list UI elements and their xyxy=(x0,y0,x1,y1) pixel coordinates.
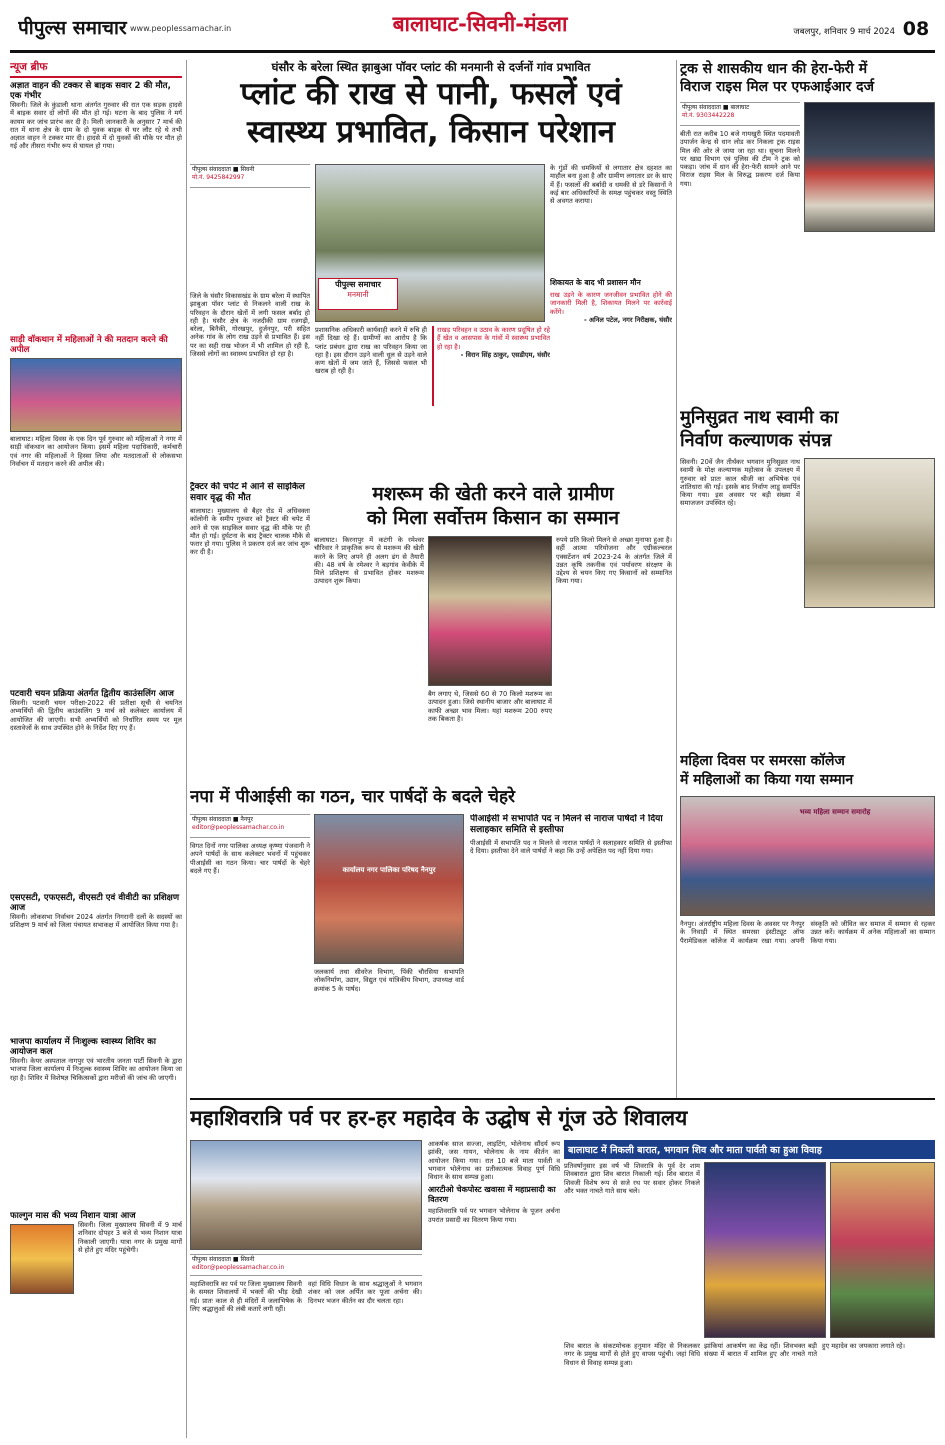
napa-story xyxy=(190,786,672,1054)
mahila-story xyxy=(680,752,935,1092)
brief-item[interactable] xyxy=(10,689,182,889)
mahila-headline-2[interactable]: में महिलाओं का किया गया सम्मान xyxy=(680,772,854,788)
news-brief-label: न्यूज ब्रीफ xyxy=(10,60,182,78)
nishan-yatra-photo xyxy=(10,1224,74,1294)
tractor-body: बालाघाट। मुख्यालय से बैहर रोड में अधिवक्ता कॉलोनी के समीप गुरुवार को ट्रैक्टर की चपेट में आने से एक साइकिल सवार वृद्ध की मौके पर ही मौत हो गई। दुर्घटना के बाद ट्रैक्टर चालक मौके से फरार हो गया। पुलिस ने प्रकरण दर्ज कर जांच शुरू कर दी है। xyxy=(190,507,310,557)
baraat-photo-2 xyxy=(830,1162,935,1338)
tractor-story xyxy=(190,482,310,782)
brief-headline[interactable]: पटवारी चयन प्रक्रिया अंतर्गत द्वितीय काउंसलिंग आज xyxy=(10,689,174,699)
brief-body: बालाघाट। महिला दिवस के एक दिन पूर्व गुरुवार को महिलाओं ने नगर में साड़ी वॉकथान का आयोजन किया। इसमें महिला पदाधिकारी, कर्मचारी एवं नगर की महिलाओं ने हिस्सा लिया और मतदाताओं से लोकसभा निर्वाचन में मतदान करने की अपील की। xyxy=(10,435,182,468)
muni-story xyxy=(680,406,935,746)
byline-phone: मो.नं. 9303442228 xyxy=(682,112,735,119)
brief-item[interactable] xyxy=(10,335,182,685)
walkathon-photo xyxy=(10,358,182,432)
byline-text: पीपुल्स संवाददाता ■ सिवनी xyxy=(192,166,255,173)
mushroom-story xyxy=(314,482,672,782)
photo-badge xyxy=(318,278,398,310)
truck-photo xyxy=(804,102,935,232)
brief-body: सिवनी। जिला मुख्यालय सिवनी में 9 मार्च शनिवार दोपहर 3 बजे से भव्य निशान यात्रा निकाली जाएगी। यात्रा नगर के प्रमुख मार्गों से होते हुए मंदिर पहुंचेगी। xyxy=(78,1221,182,1254)
truck-story xyxy=(680,60,935,400)
napa-byline xyxy=(190,814,310,838)
truck-byline xyxy=(680,102,800,126)
brief-headline[interactable]: फाल्गुन मास की भव्य निशान यात्रा आज xyxy=(10,1211,136,1221)
brief-body: सिवनी। पटवारी चयन परीक्षा-2022 की प्रतीक्षा सूची से चयनित अभ्यर्थियों की द्वितीय काउंसलिंग 9 मार्च को कलेक्टर कार्यालय में आयोजित की जाएगी। सभी अभ्यर्थियों को निर्धारित समय पर मूल दस्तावेजों के साथ उपस्थित होने के निर्देश दिए गए हैं। xyxy=(10,699,182,732)
temple-photo xyxy=(190,1140,422,1250)
municipal-office-photo xyxy=(314,814,464,964)
mushroom-body-2: बैग लगाए थे, जिससे 60 से 70 किलो मशरूम का उत्पादन हुआ। जिसे स्थानीय बाजार और बालाघाट में काफी अच्छा भाव मिला। यहां मशरूम 200 रुपए तक बिकता है। xyxy=(428,690,552,723)
lead-byline xyxy=(190,164,310,188)
truck-headline-1[interactable]: ट्रक से शासकीय धान की हेरा-फेरी में xyxy=(680,61,868,77)
photo-badge-title: पीपुल्स समाचार xyxy=(335,280,381,289)
mahila-headline-1[interactable]: महिला दिवस पर समरसा कॉलेज xyxy=(680,753,845,769)
baraat-body-3: झांकियां आकर्षण का केंद्र रहीं। शिवभक्त बड़ी संख्या में बारात में शामिल हुए और नाचते गाते हुए महादेव का जयकारा लगाते रहे। xyxy=(704,1342,905,1359)
muni-body: सिवनी। 20वें जैन तीर्थंकर भगवान मुनिसुव्रत नाथ स्वामी के मोक्ष कल्याणक महोत्सव के उपलक्ष्य में गुरुवार को प्रातः काल श्रीजी का अभिषेक एवं शांतिधारा की गई। इसके बाद निर्वाण लाडू समर्पित किया गया। इस अवसर पर बड़ी संख्या में समाजजन उपस्थित रहे। xyxy=(680,458,800,508)
lead-quote-2-author: - अनिल पटेल, नगर निरीक्षक, घंसौर xyxy=(583,315,672,324)
shivratri-subhead[interactable]: आरटीओ चेकपोस्ट खवासा में महाप्रसादी का वितरण xyxy=(428,1185,556,1205)
byline-phone: मो.नं. 9425842997 xyxy=(192,174,245,181)
mushroom-body-1: बालाघाट। किरनापुर में कटंगी के रमेश्वर चौरिवार ने प्राकृतिक रूप से मशरूम की खेती करने के लिए अपने ही अलग ढंग से तैयारी की। 48 वर्ष के रमेश्वर ने बड़गांव केवीके में मिले प्रशिक्षण से प्रभावित होकर मशरूम उत्पादन शुरू किया। xyxy=(314,536,424,586)
napa-body-2: जलकार्य तथा सीवरेज विभाग, पिंकी चौरसिया सभापति लोकनिर्माण, उद्यान, विद्युत एवं यांत्रिकीय विभाग, उपाध्यक्ष वार्ड क्रमांक 5 के पार्षद। xyxy=(314,968,464,993)
brief-item[interactable] xyxy=(10,81,182,331)
shivratri-body-3: आकर्षक साज सज्जा, लाइटिंग, भोलेनाथ सौंदर्य रूप झांकी, जस गायन, भोलेनाथ के नाम कीर्तन का आयोजन किया गया। रात 10 बजे माता पार्वती व भगवान भोलेनाथ का प्रतीकात्मक विवाह पूर्ण विधि विधान के साथ सम्पन्न हुआ। xyxy=(428,1140,560,1182)
lead-headline-2[interactable]: स्वास्थ्य प्रभावित, किसान परेशान xyxy=(247,114,615,150)
muni-headline-1[interactable]: मुनिसुव्रत नाथ स्वामी का xyxy=(680,407,839,428)
napa-sidebar-headline[interactable]: पीआईसी में सभापति पद न मिलने से नाराज पार्षदों ने दिया सलाहकार समिति से इस्तीफा xyxy=(470,814,663,835)
shivratri-byline xyxy=(190,1254,422,1276)
quote-author: - विरान सिंह ठाकुर, एसडीएम, घंसौर xyxy=(460,350,550,359)
jain-idol-photo xyxy=(804,458,935,608)
masthead-url[interactable]: www.peoplessamachar.in xyxy=(130,24,232,33)
brief-headline[interactable]: साड़ी वॉकथान में महिलाओं ने की मतदान करने की अपील xyxy=(10,335,168,355)
lead-headline-1[interactable]: प्लांट की राख से पानी, फसलें एवं xyxy=(240,76,622,112)
shivratri-body-4: महाशिवरात्रि पर्व पर भगवान भोलेनाथ के पूजन अर्चना उपरांत प्रसादी का वितरण किया गया। xyxy=(428,1207,560,1224)
lead-body-col1: जिले के घंसौर विकासखंड के ग्राम बरेला में स्थापित झाबुआ पॉवर प्लांट से निकलने वाली राख के परिवहन के दौरान खेतों में लगी फसल बर्बाद हो रही है। घंसौर क्षेत्र के नजदीकी ग्राम रजगढ़ी, बरेला, बिनैकी, गोरखपुर, दुर्जनपुर, परी सहित अनेक गांव के लोग राख उड़ने से प्रभावित हैं। इस पर का सही राख भोजन में भी शामिल हो रही है, जिससे लोगों का स्वास्थ्य प्रभावित हो रहा है। xyxy=(190,292,310,359)
brief-body: सिवनी। केयर अस्पताल नागपुर एवं भारतीय जनता पार्टी सिवनी के द्वारा भाजपा जिला कार्यालय में निःशुल्क स्वास्थ्य शिविर का आयोजन किया जा रहा है। शिविर में विशेषज्ञ चिकित्सकों द्वारा मरीजों की जांच की जाएगी। xyxy=(10,1057,182,1082)
lead-kicker: घंसौर के बरेला स्थित झाबुआ पॉवर प्लांट की मनमानी से दर्जनों गांव प्रभावित xyxy=(271,60,591,74)
brief-item[interactable] xyxy=(10,893,182,1033)
shivratri-story xyxy=(190,1140,560,1438)
napa-sidebar-body: पीआईसी में सभापति पद न मिलने से नाराज पार्षदों ने सलाहकार समिति से इस्तीफा दे दिया। इस्तीफा देने वाले पार्षदों ने कहा कि उन्हें अपेक्षित पद नहीं दिया गया। xyxy=(470,839,672,856)
brief-item[interactable] xyxy=(10,1211,182,1254)
shivratri-body-1: महाशिवरात्रि का पर्व पर जिला मुख्यालय सिवनी के समस्त शिवालयों में भक्तों की भीड़ देखी गई। प्रातः काल से ही मंदिरों में जलाभिषेक के लिए श्रद्धालुओं की लंबी कतारें लगी रहीं। xyxy=(190,1280,302,1313)
byline-email: editor@peoplessamachar.co.in xyxy=(192,1264,285,1271)
brief-headline[interactable]: भाजपा कार्यालय में निःशुल्क स्वास्थ्य शिविर का आयोजन कल xyxy=(10,1037,156,1057)
muni-headline-2[interactable]: निर्वाण कल्याणक संपन्न xyxy=(680,430,832,451)
shivratri-body-2: वहां विधि विधान के साथ श्रद्धालुओं ने भगवान शंकर को जल अर्पित कर पूजा अर्चना की। दिनभर भजन कीर्तन का दौर चलता रहा। xyxy=(308,1280,422,1305)
masthead xyxy=(0,0,945,58)
mushroom-body-3: रुपये प्रति किलो मिलने से अच्छा मुनाफा हुआ है। वहीं आत्मा परियोजना और एग्रीकल्चरल एक्सटेंशन वर्ष 2023-24 के अंतर्गत जिले में उन्नत कृषि तकनीक एवं पर्यावरण संरक्षण के उद्देश्य से चयन किए गए किसानों को सम्मानित किया गया। xyxy=(556,536,672,586)
tractor-headline[interactable]: ट्रैक्टर की चपेट में आने से साइकिल सवार वृद्ध की मौत xyxy=(190,482,305,503)
napa-headline[interactable]: नपा में पीआईसी का गठन, चार पार्षदों के बदले चेहरे xyxy=(190,787,515,807)
byline-text: पीपुल्स संवाददाता ■ बालाघाट xyxy=(682,104,750,111)
truck-headline-2[interactable]: विराज राइस मिल पर एफआईआर दर्ज xyxy=(680,79,874,95)
baraat-body-2: शिव बारात के संकटमोचक हनुमान मंदिर से निकलकर नगर के प्रमुख मार्गों से होते हुए वापस पहुंची। जहां विधि विधान से विवाह सम्पन्न हुआ। xyxy=(564,1342,700,1367)
lead-col3-lower xyxy=(550,278,672,480)
shivratri-headline[interactable]: महाशिवरात्रि पर्व पर हर-हर महादेव के उद्घोष से गूंज उठे शिवालय xyxy=(190,1106,688,1130)
brief-item[interactable] xyxy=(10,1037,182,1207)
lead-subhead: शिकायत के बाद भी प्रशासन मौन xyxy=(550,278,641,287)
dateline: जबलपुर, शनिवार 9 मार्च 2024 xyxy=(793,27,895,37)
brief-body: सिवनी। लोकसभा निर्वाचन 2024 अंतर्गत निगरानी दलों के सदस्यों का प्रशिक्षण 9 मार्च को जिला पंचायत सभाकक्ष में आयोजित किया गया है। xyxy=(10,913,182,930)
event-banner-text: भव्य महिला सम्मान समारोह xyxy=(799,808,871,816)
news-brief-column xyxy=(10,60,182,1438)
lead-body-col2: प्रशासनिक अधिकारी कार्यवाही करने में रुचि ही नहीं दिखा रहे हैं। ग्रामीणों का आरोप है कि प्लांट प्रबंधन द्वारा राख का परिवहन किया जा रहा है। इस दौरान उड़ने वाली धूल से उड़ने वाले कण खेतों में जम जाते हैं, जिससे फसल भी खराब हो रही है। xyxy=(315,326,427,376)
truck-body: बीती रात करीब 10 बजे गायखुरी स्थित पदमावती उपार्जन केन्द्र से धान लोड कर निकला ट्रक राइस मिल की ओर ले जाया जा रहा था। सूचना मिलने पर खाद्य विभाग एवं पुलिस की टीम ने ट्रक को पकड़ा। जांच में धान की हेरा-फेरी सामने आने पर विराज राइस मिल के विरुद्ध प्रकरण दर्ज किया गया। xyxy=(680,130,800,188)
office-sign-text: कार्यालय नगर पालिका परिषद नैनपुर xyxy=(342,866,436,874)
photo-badge-sub: मनमानी xyxy=(347,290,369,299)
byline-text: पीपुल्स संवाददाता ■ नैनपुर xyxy=(192,816,253,823)
brief-headline[interactable]: अज्ञात वाहन की टक्कर से बाइक सवार 2 की मौत, एक गंभीर xyxy=(10,81,171,101)
baraat-headline[interactable]: बालाघाट में निकली बारात, भगवान शिव और माता पार्वती का हुआ विवाह xyxy=(564,1140,935,1159)
baraat-photo-1 xyxy=(704,1162,826,1338)
lead-body-col3: के गुंडों की धमकियों से लगातार क्षेत्र दहशत का माहौल बना हुआ है और ग्रामीण लगातार डर के साए में हैं। फसलों की बर्बादी व धमकी से डरे किसानों ने कई बार अधिकारियों के समक्ष पहुंचकर वस्तु स्थिति से अवगत कराया। xyxy=(550,164,672,206)
mushroom-headline-2[interactable]: को मिला सर्वोत्तम किसान का सम्मान xyxy=(366,507,620,529)
napa-body-1: विगत दिनों नगर पालिका अध्यक्ष कृष्णा पंजवानी ने अपने पार्षदों के साथ कलेक्टर भवनों में पहुंचकर पीआईसी का गठन किया। चार पार्षदों के चेहरे बदले गए हैं। xyxy=(190,842,310,875)
page-number: 08 xyxy=(902,18,930,40)
baraat-body-1: प्रतिवर्षानुसार इस वर्ष भी शिवरात्रि के पूर्व देर शाम शिवबारात द्वारा शिव बारात निकाली गई। शिव बारात में शिवजी विशेष रूप से सजे रथ पर सवार होकर निकले और भक्त नाचते गाते साथ चले। xyxy=(564,1162,700,1195)
mahila-body: नैनपुर। अंतर्राष्ट्रीय महिला दिवस के अवसर पर नैनपुर के निवाड़ी में स्थित समरसा इंस्टीट्यूट ऑफ पैरामेडिकल कॉलेज में कार्यक्रम रखा गया। अपनी संस्कृति को जीवित कर समाज में सम्मान से रहकर उन्नत करें। कार्यक्रम में अनेक महिलाओं का सम्मान किया गया। xyxy=(680,920,935,945)
baraat-story xyxy=(564,1140,935,1438)
region-title: बालाघाट-सिवनी-मंडला xyxy=(392,12,568,36)
lead-quote-1 xyxy=(432,326,550,406)
lead-quote-2: राख उड़ने के कारण जनजीवन प्रभावित होने की जानकारी मिली है, शिकायत मिलने पर कार्रवाई करेंगे। xyxy=(550,291,672,316)
byline-email: editor@peoplessamachar.co.in xyxy=(192,824,285,831)
quote-text: राखड़ परिवहन व उठाव के कारण प्रदूषित हो रहे हैं खेत व आसपास के गांवों में स्वास्थ्य प्रभावित हो रहा है। xyxy=(437,326,550,351)
mushroom-photo xyxy=(428,536,552,686)
brief-headline[interactable]: एसएसटी, एफएसटी, वीएसटी एवं वीवीटी का प्रशिक्षण आज xyxy=(10,893,180,913)
brief-body: सिवनी। जिले के कुंडाली थाना अंतर्गत गुरुवार की रात एक सड़क हादसे में बाइक सवार दो लोगों की मौत हो गई। घटना के बाद पुलिस ने मर्ग कायम कर जांच प्रारंभ कर दी है। मिली जानकारी के अनुसार 7 मार्च की रात में थाना क्षेत्र के ग्राम के दो युवक बाइक से घर लौट रहे थे तभी अज्ञात वाहन ने टक्कर मार दी। हादसे में दो युवकों की मौके पर मौत हो गई और तीसरा गंभीर रूप से घायल हो गया। xyxy=(10,101,182,151)
napa-sidebar xyxy=(470,814,672,1054)
shivratri-col3 xyxy=(428,1140,560,1438)
lead-story xyxy=(190,60,672,480)
mushroom-headline-1[interactable]: मशरूम की खेती करने वाले ग्रामीण xyxy=(372,483,614,505)
masthead-logo[interactable]: पीपुल्स समाचार xyxy=(18,17,127,39)
byline-text: पीपुल्स संवाददाता ■ सिवनी xyxy=(192,1256,255,1263)
